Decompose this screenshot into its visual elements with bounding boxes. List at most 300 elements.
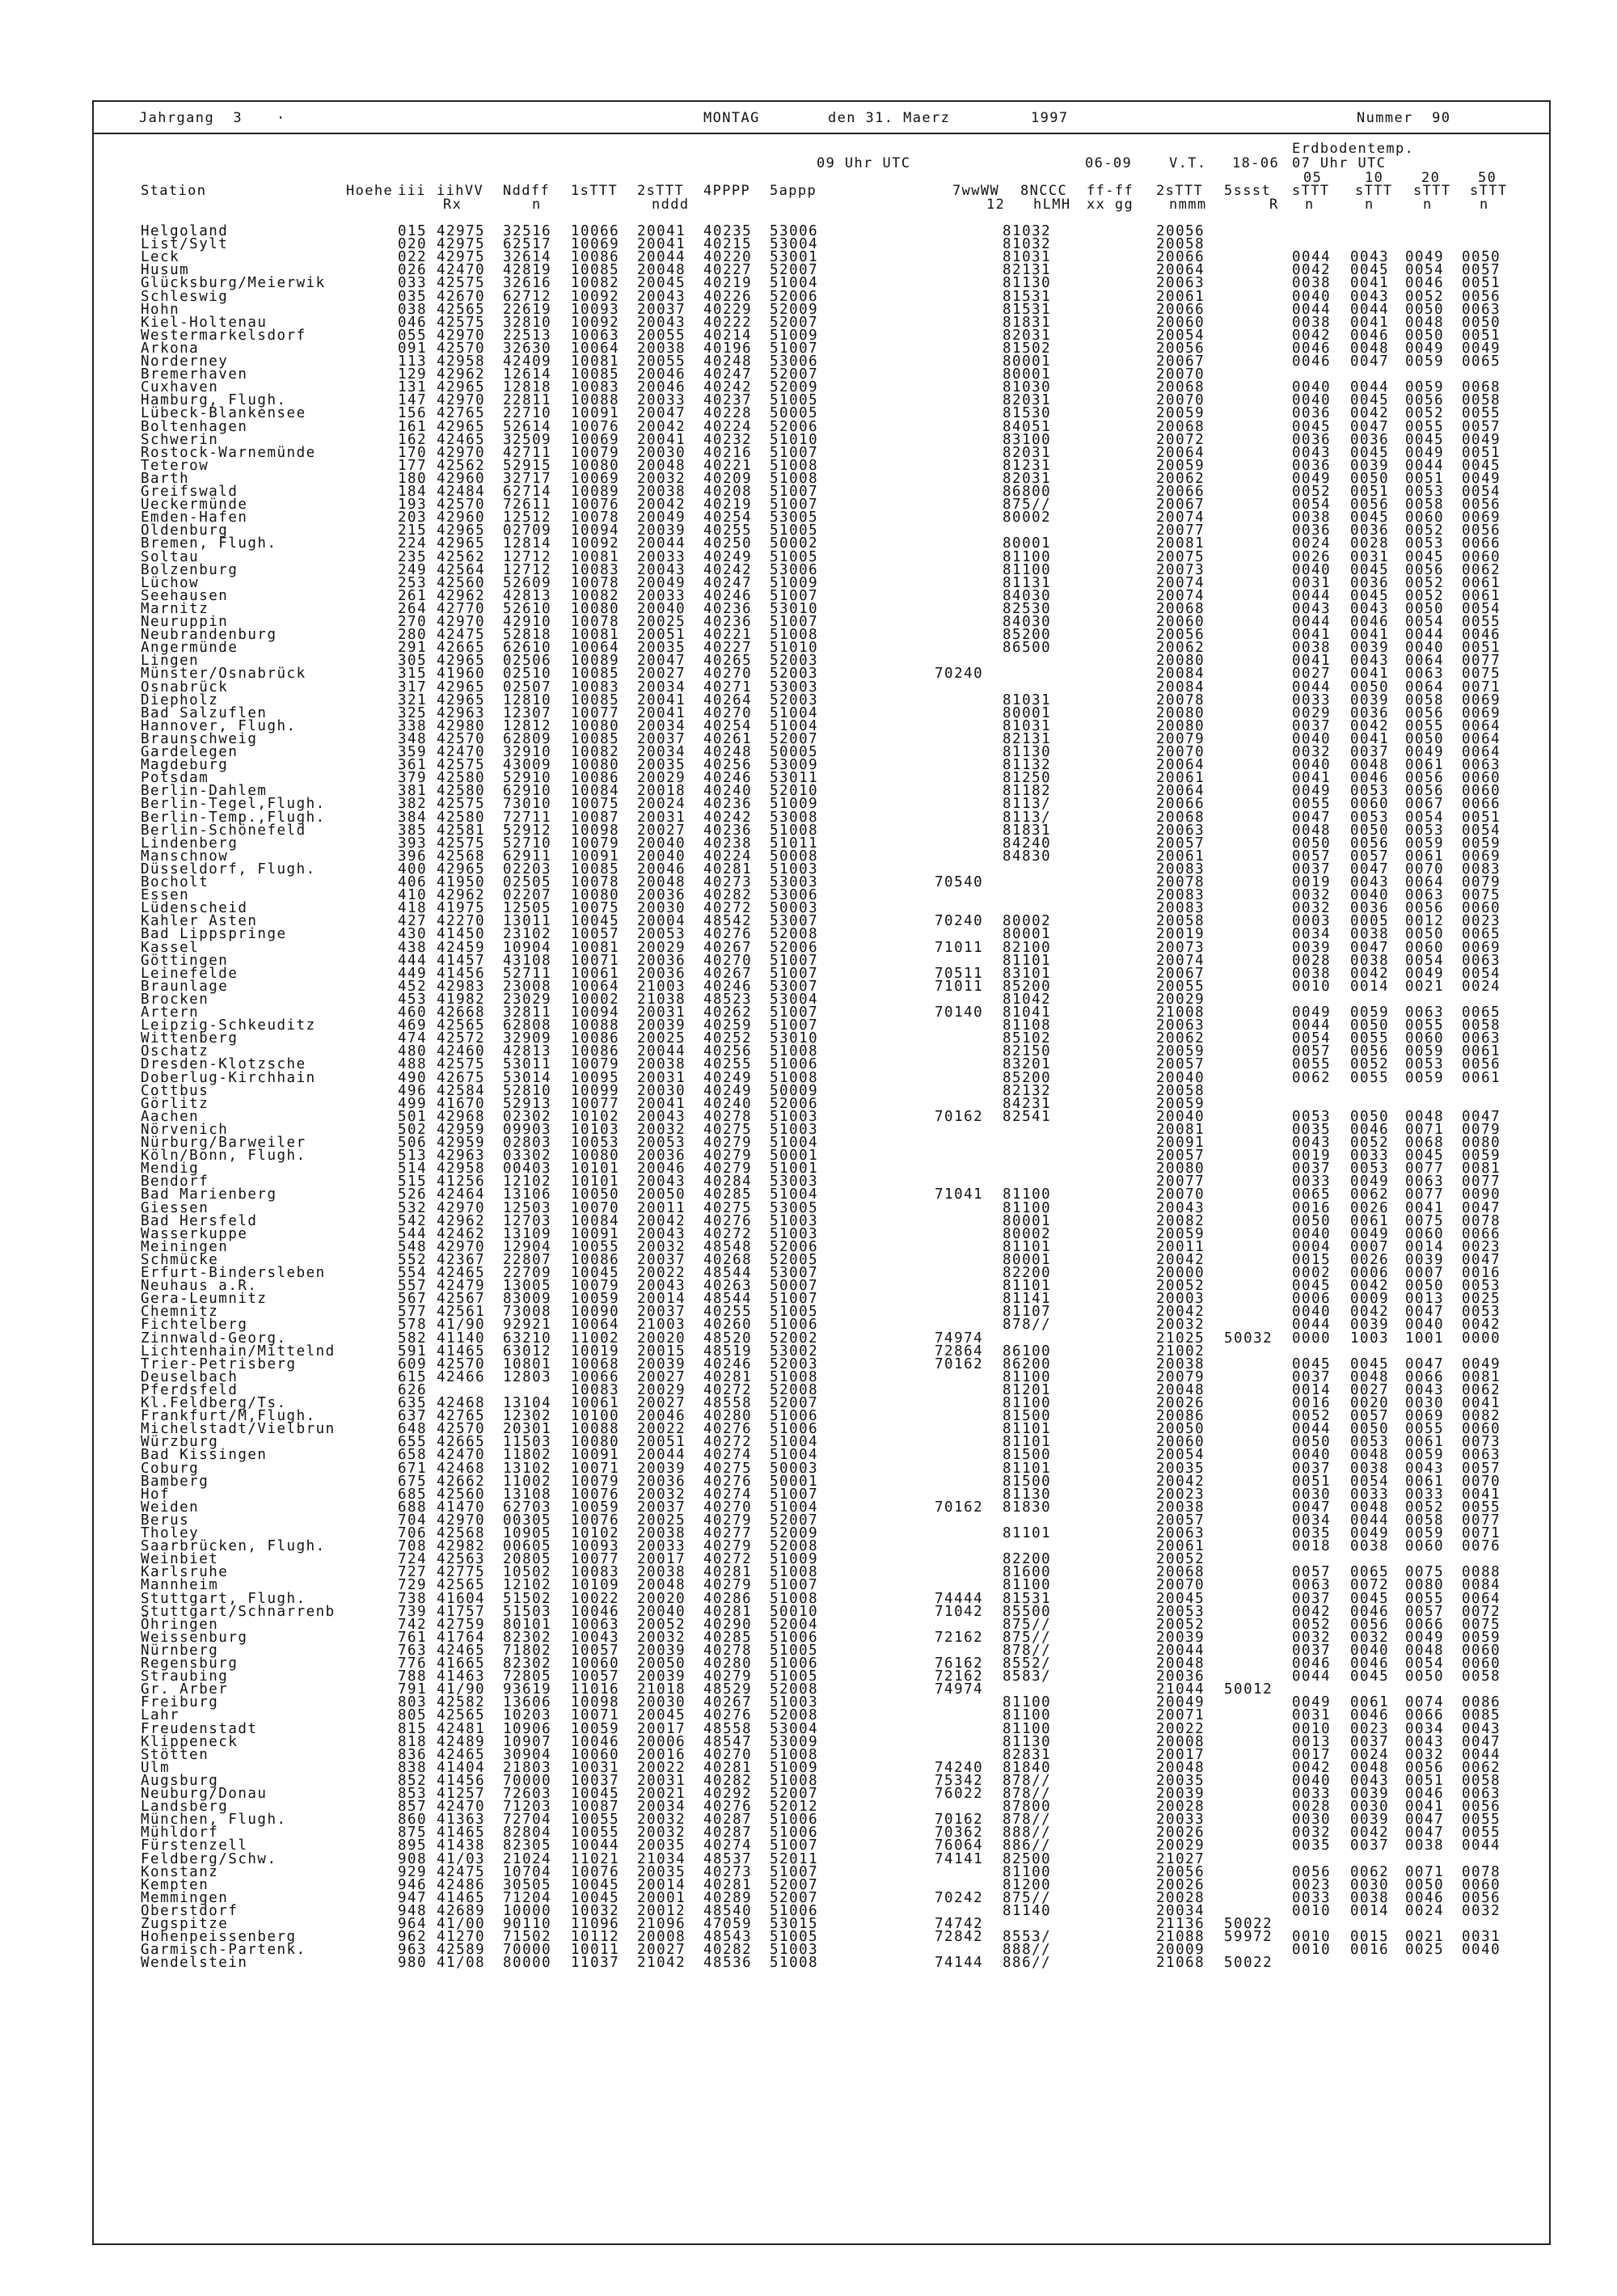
cell-ttt50: 0040 bbox=[1462, 1942, 1501, 1959]
cell-8nccc: 81031 bbox=[1003, 249, 1052, 266]
cell-2sttt-vt: 21027 bbox=[1156, 1850, 1205, 1867]
cell-ttt20: 0050 bbox=[1405, 600, 1445, 617]
cell-4pppp: 40261 bbox=[703, 730, 753, 747]
cell-5appp: 52007 bbox=[770, 366, 819, 383]
cell-iihvv: 42470 bbox=[437, 744, 486, 760]
cell-ttt50: 0058 bbox=[1462, 1017, 1501, 1034]
cell-8nccc: 81100 bbox=[1003, 1199, 1052, 1216]
cell-iii: 400 bbox=[398, 860, 428, 877]
cell-nddff: 51502 bbox=[503, 1590, 552, 1607]
cell-5appp: 51004 bbox=[770, 704, 819, 721]
cell-station: Boltenhagen bbox=[141, 418, 248, 435]
cell-nddff: 11503 bbox=[503, 1434, 552, 1451]
cell-8nccc: 8553/ bbox=[1003, 1929, 1052, 1946]
cell-2sttt: 20016 bbox=[637, 1746, 686, 1763]
cell-7wwww: 72162 bbox=[935, 1668, 984, 1685]
cell-ttt20: 0044 bbox=[1405, 627, 1445, 644]
cell-station: Helgoland bbox=[141, 223, 229, 239]
cell-ttt05: 0055 bbox=[1292, 1056, 1332, 1073]
cell-8nccc: 81100 bbox=[1003, 1395, 1052, 1411]
cell-iihvv: 42982 bbox=[437, 1538, 486, 1555]
cell-iihvv: 42765 bbox=[437, 405, 486, 422]
cell-station: Nürnberg bbox=[141, 1642, 219, 1659]
cell-ttt20: 0057 bbox=[1405, 1603, 1445, 1620]
cell-1sttt: 10032 bbox=[571, 1902, 620, 1919]
cell-ttt10: 0039 bbox=[1350, 457, 1390, 474]
cell-1sttt: 10092 bbox=[571, 288, 620, 305]
cell-1sttt: 10087 bbox=[571, 809, 620, 826]
cell-ttt05: 0045 bbox=[1292, 1355, 1332, 1372]
cell-5appp: 51003 bbox=[770, 1121, 819, 1138]
cell-station: Leipzig-Schkeuditz bbox=[141, 1017, 316, 1034]
cell-iii: 147 bbox=[398, 392, 428, 409]
cell-ttt50: 0072 bbox=[1462, 1603, 1501, 1620]
cell-nddff: 12307 bbox=[503, 704, 552, 721]
cell-ttt20: 0050 bbox=[1405, 1668, 1445, 1685]
cell-ttt20: 0043 bbox=[1405, 1460, 1445, 1477]
cell-2sttt-vt: 20040 bbox=[1156, 1108, 1205, 1125]
cell-iii: 170 bbox=[398, 444, 428, 461]
cell-2sttt-vt: 20063 bbox=[1156, 275, 1205, 292]
cell-4pppp: 40268 bbox=[703, 1251, 753, 1268]
cell-iii: 453 bbox=[398, 991, 428, 1008]
cell-1sttt: 10063 bbox=[571, 327, 620, 344]
cell-iihvv: 42575 bbox=[437, 835, 486, 852]
cell-ttt05: 0052 bbox=[1292, 484, 1332, 500]
cell-iii: 382 bbox=[398, 796, 428, 813]
cell-ttt10: 0009 bbox=[1350, 1291, 1390, 1308]
cell-ttt05: 0037 bbox=[1292, 1368, 1332, 1385]
cell-iihvv: 42589 bbox=[437, 1942, 486, 1959]
cell-8nccc: 80001 bbox=[1003, 704, 1052, 721]
cell-ttt10: 0053 bbox=[1350, 809, 1390, 826]
cell-iii: 615 bbox=[398, 1368, 428, 1385]
cell-8nccc: 82131 bbox=[1003, 262, 1052, 279]
cell-8nccc: 886// bbox=[1003, 1955, 1052, 1972]
cell-iii: 460 bbox=[398, 1004, 428, 1021]
cell-iihvv: 41404 bbox=[437, 1759, 486, 1776]
cell-ttt50: 0062 bbox=[1462, 1381, 1501, 1398]
cell-iihvv: 42567 bbox=[437, 1291, 486, 1308]
cell-ttt20: 0061 bbox=[1405, 848, 1445, 865]
cell-2sttt: 20047 bbox=[637, 653, 686, 670]
cell-8nccc: 81041 bbox=[1003, 1004, 1052, 1021]
cell-ttt05: 0040 bbox=[1292, 1225, 1332, 1242]
cell-4pppp: 40214 bbox=[703, 327, 753, 344]
cell-station: Kiel-Holtenau bbox=[141, 314, 268, 331]
cell-ttt20: 0054 bbox=[1405, 952, 1445, 969]
cell-iii: 852 bbox=[398, 1772, 428, 1789]
cell-2sttt: 20048 bbox=[637, 874, 686, 890]
cell-ttt10: 0045 bbox=[1350, 262, 1390, 279]
cell-1sttt: 10011 bbox=[571, 1942, 620, 1959]
cell-nddff: 62703 bbox=[503, 1499, 552, 1516]
cell-iihvv: 42965 bbox=[437, 418, 486, 435]
cell-7wwww: 74974 bbox=[935, 1330, 984, 1347]
cell-iihvv: 42970 bbox=[437, 392, 486, 409]
cell-ttt05: 0043 bbox=[1292, 444, 1332, 461]
cell-4pppp: 48523 bbox=[703, 991, 753, 1008]
cell-2sttt-vt: 20080 bbox=[1156, 653, 1205, 670]
cell-station: Cuxhaven bbox=[141, 379, 219, 396]
cell-ttt50: 0051 bbox=[1462, 809, 1501, 826]
cell-5appp: 53004 bbox=[770, 236, 819, 253]
cell-1sttt: 10089 bbox=[571, 653, 620, 670]
cell-5appp: 52008 bbox=[770, 1538, 819, 1555]
cell-iii: 249 bbox=[398, 561, 428, 578]
cell-1sttt: 10057 bbox=[571, 926, 620, 943]
cell-nddff: 13005 bbox=[503, 1278, 552, 1295]
cell-2sttt-vt: 20070 bbox=[1156, 392, 1205, 409]
cell-2sttt-vt: 20074 bbox=[1156, 510, 1205, 526]
cell-nddff: 02510 bbox=[503, 666, 552, 683]
cell-nddff: 32910 bbox=[503, 744, 552, 760]
cell-4pppp: 40236 bbox=[703, 600, 753, 617]
cell-ttt50: 0061 bbox=[1462, 1043, 1501, 1060]
cell-ttt10: 0030 bbox=[1350, 1799, 1390, 1816]
cell-ttt05: 0042 bbox=[1292, 1759, 1332, 1776]
cell-iii: 501 bbox=[398, 1108, 428, 1125]
cell-4pppp: 40249 bbox=[703, 548, 753, 565]
cell-nddff: 32717 bbox=[503, 470, 552, 487]
cell-nddff: 32516 bbox=[503, 223, 552, 239]
cell-1sttt: 10098 bbox=[571, 822, 620, 839]
cell-2sttt-vt: 20067 bbox=[1156, 965, 1205, 982]
cell-nddff: 72704 bbox=[503, 1812, 552, 1829]
cell-2sttt-vt: 20070 bbox=[1156, 1577, 1205, 1594]
cell-2sttt-vt: 20038 bbox=[1156, 1355, 1205, 1372]
cell-4pppp: 47059 bbox=[703, 1916, 753, 1932]
cell-nddff: 22513 bbox=[503, 327, 552, 344]
cell-ttt50: 0082 bbox=[1462, 1408, 1501, 1425]
cell-2sttt-vt: 20064 bbox=[1156, 444, 1205, 461]
cell-ttt05: 0010 bbox=[1292, 1929, 1332, 1946]
cell-nddff: 52818 bbox=[503, 627, 552, 644]
cell-1sttt: 10093 bbox=[571, 1538, 620, 1555]
cell-2sttt-vt: 20054 bbox=[1156, 1447, 1205, 1464]
cell-ttt05: 0026 bbox=[1292, 548, 1332, 565]
cell-4pppp: 40242 bbox=[703, 809, 753, 826]
cell-station: Glücksburg/Meierwik bbox=[141, 275, 326, 292]
cell-7wwww: 70240 bbox=[935, 913, 984, 930]
col-header-depth20: 20 bbox=[1421, 170, 1441, 186]
cell-1sttt: 10037 bbox=[571, 1772, 620, 1789]
cell-8nccc: 81502 bbox=[1003, 340, 1052, 357]
cell-nddff: 52913 bbox=[503, 1095, 552, 1112]
cell-ttt05: 0037 bbox=[1292, 860, 1332, 877]
cell-5appp: 53011 bbox=[770, 770, 819, 787]
cell-1sttt: 10043 bbox=[571, 1629, 620, 1646]
cell-5appp: 51005 bbox=[770, 1642, 819, 1659]
cell-ttt50: 0049 bbox=[1462, 431, 1501, 448]
cell-ttt05: 0056 bbox=[1292, 1863, 1332, 1880]
cell-station: Nörvenich bbox=[141, 1121, 229, 1138]
cell-2sttt: 20006 bbox=[637, 1733, 686, 1750]
cell-4pppp: 40267 bbox=[703, 1694, 753, 1711]
cell-2sttt-vt: 21044 bbox=[1156, 1681, 1205, 1698]
cell-4pppp: 48543 bbox=[703, 1929, 753, 1946]
cell-ttt20: 0054 bbox=[1405, 809, 1445, 826]
cell-5appp: 51008 bbox=[770, 1043, 819, 1060]
cell-nddff: 12712 bbox=[503, 561, 552, 578]
cell-iii: 875 bbox=[398, 1825, 428, 1841]
cell-station: Manschnow bbox=[141, 848, 229, 865]
cell-iii: 513 bbox=[398, 1148, 428, 1165]
cell-ttt05: 0040 bbox=[1292, 1304, 1332, 1321]
cell-ttt50: 0047 bbox=[1462, 1733, 1501, 1750]
cell-1sttt: 10098 bbox=[571, 1694, 620, 1711]
cell-7wwww: 70242 bbox=[935, 1889, 984, 1906]
cell-ttt10: 0045 bbox=[1350, 1355, 1390, 1372]
cell-ttt05: 0040 bbox=[1292, 1447, 1332, 1464]
cell-ttt20: 0071 bbox=[1405, 1121, 1445, 1138]
cell-4pppp: 40276 bbox=[703, 1421, 753, 1438]
cell-ttt05: 0033 bbox=[1292, 1786, 1332, 1802]
cell-ttt20: 0044 bbox=[1405, 457, 1445, 474]
cell-ttt05: 0037 bbox=[1292, 1590, 1332, 1607]
cell-station: Bad Kissingen bbox=[141, 1447, 268, 1464]
cell-5appp: 52012 bbox=[770, 1799, 819, 1816]
cell-ttt05: 0036 bbox=[1292, 431, 1332, 448]
cell-ttt20: 0048 bbox=[1405, 1642, 1445, 1659]
cell-8nccc: 85102 bbox=[1003, 1030, 1052, 1047]
cell-nddff: 73010 bbox=[503, 796, 552, 813]
cell-station: Garmisch-Partenk. bbox=[141, 1942, 306, 1959]
cell-2sttt-vt: 20075 bbox=[1156, 548, 1205, 565]
cell-ttt10: 0038 bbox=[1350, 926, 1390, 943]
cell-2sttt: 20033 bbox=[637, 548, 686, 565]
cell-iihvv: 42465 bbox=[437, 1265, 486, 1281]
cell-5appp: 51005 bbox=[770, 522, 819, 539]
cell-iihvv: 42270 bbox=[437, 913, 486, 930]
cell-ttt50: 0058 bbox=[1462, 1772, 1501, 1789]
cell-ttt50: 0066 bbox=[1462, 535, 1501, 552]
cell-8nccc: 81042 bbox=[1003, 991, 1052, 1008]
cell-ttt20: 0054 bbox=[1405, 1655, 1445, 1672]
cell-iii: 015 bbox=[398, 223, 428, 239]
cell-ttt20: 0064 bbox=[1405, 874, 1445, 890]
cell-ttt20: 0050 bbox=[1405, 1876, 1445, 1893]
cell-ttt20: 0053 bbox=[1405, 535, 1445, 552]
cell-station: Lüdenscheid bbox=[141, 900, 248, 917]
cell-ttt05: 0062 bbox=[1292, 1069, 1332, 1086]
cell-nddff: 80101 bbox=[503, 1616, 552, 1633]
cell-4pppp: 40246 bbox=[703, 1355, 753, 1372]
cell-ttt20: 0043 bbox=[1405, 1733, 1445, 1750]
cell-ttt05: 0063 bbox=[1292, 1577, 1332, 1594]
cell-4pppp: 40240 bbox=[703, 1095, 753, 1112]
cell-ttt05: 0049 bbox=[1292, 1694, 1332, 1711]
cell-iihvv: 42963 bbox=[437, 704, 486, 721]
cell-ttt20: 0061 bbox=[1405, 757, 1445, 774]
cell-ttt20: 0060 bbox=[1405, 1225, 1445, 1242]
col-header-vt: V.T. bbox=[1169, 155, 1207, 171]
cell-8nccc: 84830 bbox=[1003, 848, 1052, 865]
cell-2sttt: 20004 bbox=[637, 913, 686, 930]
cell-2sttt-vt: 20028 bbox=[1156, 1799, 1205, 1816]
cell-7wwww: 70162 bbox=[935, 1499, 984, 1516]
cell-ttt05: 0040 bbox=[1292, 392, 1332, 409]
cell-2sttt-vt: 20049 bbox=[1156, 1694, 1205, 1711]
cell-ttt50: 0058 bbox=[1462, 392, 1501, 409]
cell-8nccc: 875// bbox=[1003, 1889, 1052, 1906]
cell-ttt05: 0035 bbox=[1292, 1837, 1332, 1854]
cell-ttt05: 0037 bbox=[1292, 1161, 1332, 1178]
cell-8nccc: 82131 bbox=[1003, 730, 1052, 747]
cell-2sttt-vt: 20056 bbox=[1156, 223, 1205, 239]
cell-4pppp: 40285 bbox=[703, 1629, 753, 1646]
cell-7wwww: 74144 bbox=[935, 1955, 984, 1972]
cell-iihvv: 42975 bbox=[437, 223, 486, 239]
cell-2sttt-vt: 20066 bbox=[1156, 484, 1205, 500]
cell-2sttt: 20049 bbox=[637, 574, 686, 591]
cell-ttt10: 0055 bbox=[1350, 1069, 1390, 1086]
cell-2sttt: 20041 bbox=[637, 1095, 686, 1112]
cell-2sttt: 20055 bbox=[637, 353, 686, 370]
cell-5appp: 51007 bbox=[770, 1863, 819, 1880]
cell-iii: 626 bbox=[398, 1381, 428, 1398]
cell-2sttt: 20030 bbox=[637, 1082, 686, 1099]
cell-8nccc: 81201 bbox=[1003, 1381, 1052, 1398]
cell-ttt20: 0021 bbox=[1405, 978, 1445, 995]
cell-4pppp: 40256 bbox=[703, 1043, 753, 1060]
cell-iii: 338 bbox=[398, 717, 428, 734]
cell-2sttt-vt: 20058 bbox=[1156, 1082, 1205, 1099]
cell-4pppp: 40272 bbox=[703, 1434, 753, 1451]
cell-ttt10: 0007 bbox=[1350, 1238, 1390, 1255]
col-header-2sttt-vt: 2sTTT bbox=[1156, 183, 1204, 199]
cell-iihvv: 42470 bbox=[437, 262, 486, 279]
cell-ttt50: 0060 bbox=[1462, 1655, 1501, 1672]
cell-4pppp: 40282 bbox=[703, 887, 753, 904]
cell-station: Klippeneck bbox=[141, 1733, 239, 1750]
cell-2sttt: 20040 bbox=[637, 1603, 686, 1620]
cell-station: Teterow bbox=[141, 457, 209, 474]
cell-ttt50: 0065 bbox=[1462, 926, 1501, 943]
cell-ttt20: 0060 bbox=[1405, 1538, 1445, 1555]
cell-8nccc: 80002 bbox=[1003, 1225, 1052, 1242]
cell-1sttt: 10079 bbox=[571, 1473, 620, 1490]
cell-iihvv: 42962 bbox=[437, 1212, 486, 1229]
cell-iii: 542 bbox=[398, 1212, 428, 1229]
cell-iii: 410 bbox=[398, 887, 428, 904]
cell-4pppp: 48529 bbox=[703, 1681, 753, 1698]
cell-iii: 578 bbox=[398, 1317, 428, 1334]
cell-8nccc: 878// bbox=[1003, 1812, 1052, 1829]
cell-iii: 321 bbox=[398, 691, 428, 708]
col-header-0609: 06-09 bbox=[1085, 155, 1133, 171]
cell-iii: 022 bbox=[398, 249, 428, 266]
cell-nddff: 21024 bbox=[503, 1850, 552, 1867]
cell-8nccc: 81100 bbox=[1003, 1577, 1052, 1594]
cell-8nccc: 81101 bbox=[1003, 1525, 1052, 1541]
cell-ttt50: 0056 bbox=[1462, 1056, 1501, 1073]
cell-5appp: 51009 bbox=[770, 1759, 819, 1776]
cell-ttt05: 0010 bbox=[1292, 1942, 1332, 1959]
cell-2sttt-vt: 20056 bbox=[1156, 627, 1205, 644]
cell-8nccc: 888// bbox=[1003, 1942, 1052, 1959]
cell-4pppp: 40224 bbox=[703, 848, 753, 865]
cell-8nccc: 80001 bbox=[1003, 1212, 1052, 1229]
cell-iii: 724 bbox=[398, 1551, 428, 1568]
cell-ttt20: 0070 bbox=[1405, 860, 1445, 877]
cell-ttt05: 0016 bbox=[1292, 1395, 1332, 1411]
cell-5appp: 52009 bbox=[770, 1525, 819, 1541]
cell-station: Gera-Leumnitz bbox=[141, 1291, 268, 1308]
cell-nddff: 71203 bbox=[503, 1799, 552, 1816]
cell-ttt50: 0076 bbox=[1462, 1538, 1501, 1555]
cell-station: Berlin-Dahlem bbox=[141, 783, 268, 800]
cell-iihvv: 41457 bbox=[437, 952, 486, 969]
cell-8nccc: 81831 bbox=[1003, 314, 1052, 331]
cell-1sttt: 10085 bbox=[571, 860, 620, 877]
cell-ttt05: 0027 bbox=[1292, 666, 1332, 683]
cell-ttt05: 0003 bbox=[1292, 913, 1332, 930]
cell-ttt20: 0059 bbox=[1405, 1525, 1445, 1541]
cell-ttt10: 0045 bbox=[1350, 392, 1390, 409]
cell-station: Zugspitze bbox=[141, 1916, 229, 1932]
cell-1sttt: 10082 bbox=[571, 587, 620, 604]
cell-station: Hohenpeissenberg bbox=[141, 1929, 297, 1946]
cell-1sttt: 11002 bbox=[571, 1330, 620, 1347]
cell-5appp: 50009 bbox=[770, 1082, 819, 1099]
cell-2sttt-vt: 20072 bbox=[1156, 431, 1205, 448]
cell-iii: 532 bbox=[398, 1199, 428, 1216]
cell-2sttt: 20046 bbox=[637, 366, 686, 383]
cell-ttt10: 0014 bbox=[1350, 1902, 1390, 1919]
col-header-sttt-20: sTTT bbox=[1413, 183, 1451, 199]
cell-iii: 557 bbox=[398, 1278, 428, 1295]
cell-4pppp: 48536 bbox=[703, 1955, 753, 1972]
cell-8nccc: 85200 bbox=[1003, 1069, 1052, 1086]
cell-station: Lübeck-Blankensee bbox=[141, 405, 306, 422]
cell-ttt05: 0049 bbox=[1292, 1004, 1332, 1021]
cell-8nccc: 875// bbox=[1003, 1629, 1052, 1646]
cell-5appp: 51007 bbox=[770, 444, 819, 461]
cell-ttt10: 0046 bbox=[1350, 327, 1390, 344]
cell-ttt10: 0057 bbox=[1350, 848, 1390, 865]
cell-5appp: 51006 bbox=[770, 1421, 819, 1438]
cell-2sttt-vt: 20029 bbox=[1156, 1837, 1205, 1854]
cell-ttt05: 0010 bbox=[1292, 1902, 1332, 1919]
cell-nddff: 13106 bbox=[503, 1186, 552, 1203]
cell-4pppp: 40272 bbox=[703, 1381, 753, 1398]
cell-iihvv: 42575 bbox=[437, 757, 486, 774]
cell-ttt05: 0033 bbox=[1292, 691, 1332, 708]
cell-ttt50: 0056 bbox=[1462, 1799, 1501, 1816]
cell-ttt20: 0041 bbox=[1405, 1799, 1445, 1816]
cell-7wwww: 71042 bbox=[935, 1603, 984, 1620]
col-header-nddff: Nddff bbox=[503, 183, 551, 199]
cell-iii: 860 bbox=[398, 1812, 428, 1829]
cell-iihvv: 42465 bbox=[437, 1746, 486, 1763]
cell-station: Düsseldorf, Flugh. bbox=[141, 860, 316, 877]
cell-2sttt: 20045 bbox=[637, 275, 686, 292]
cell-2sttt: 20036 bbox=[637, 887, 686, 904]
cell-ttt20: 0064 bbox=[1405, 653, 1445, 670]
cell-1sttt: 10101 bbox=[571, 1173, 620, 1190]
cell-4pppp: 40226 bbox=[703, 288, 753, 305]
cell-station: Fichtelberg bbox=[141, 1317, 248, 1334]
cell-ttt50: 0047 bbox=[1462, 1251, 1501, 1268]
cell-4pppp: 40290 bbox=[703, 1616, 753, 1633]
cell-ttt20: 0058 bbox=[1405, 1512, 1445, 1529]
cell-2sttt: 20032 bbox=[637, 470, 686, 487]
cell-iihvv: 42570 bbox=[437, 1421, 486, 1438]
cell-5appp: 51007 bbox=[770, 587, 819, 604]
cell-2sttt-vt: 20056 bbox=[1156, 1863, 1205, 1880]
cell-7wwww: 74974 bbox=[935, 1681, 984, 1698]
